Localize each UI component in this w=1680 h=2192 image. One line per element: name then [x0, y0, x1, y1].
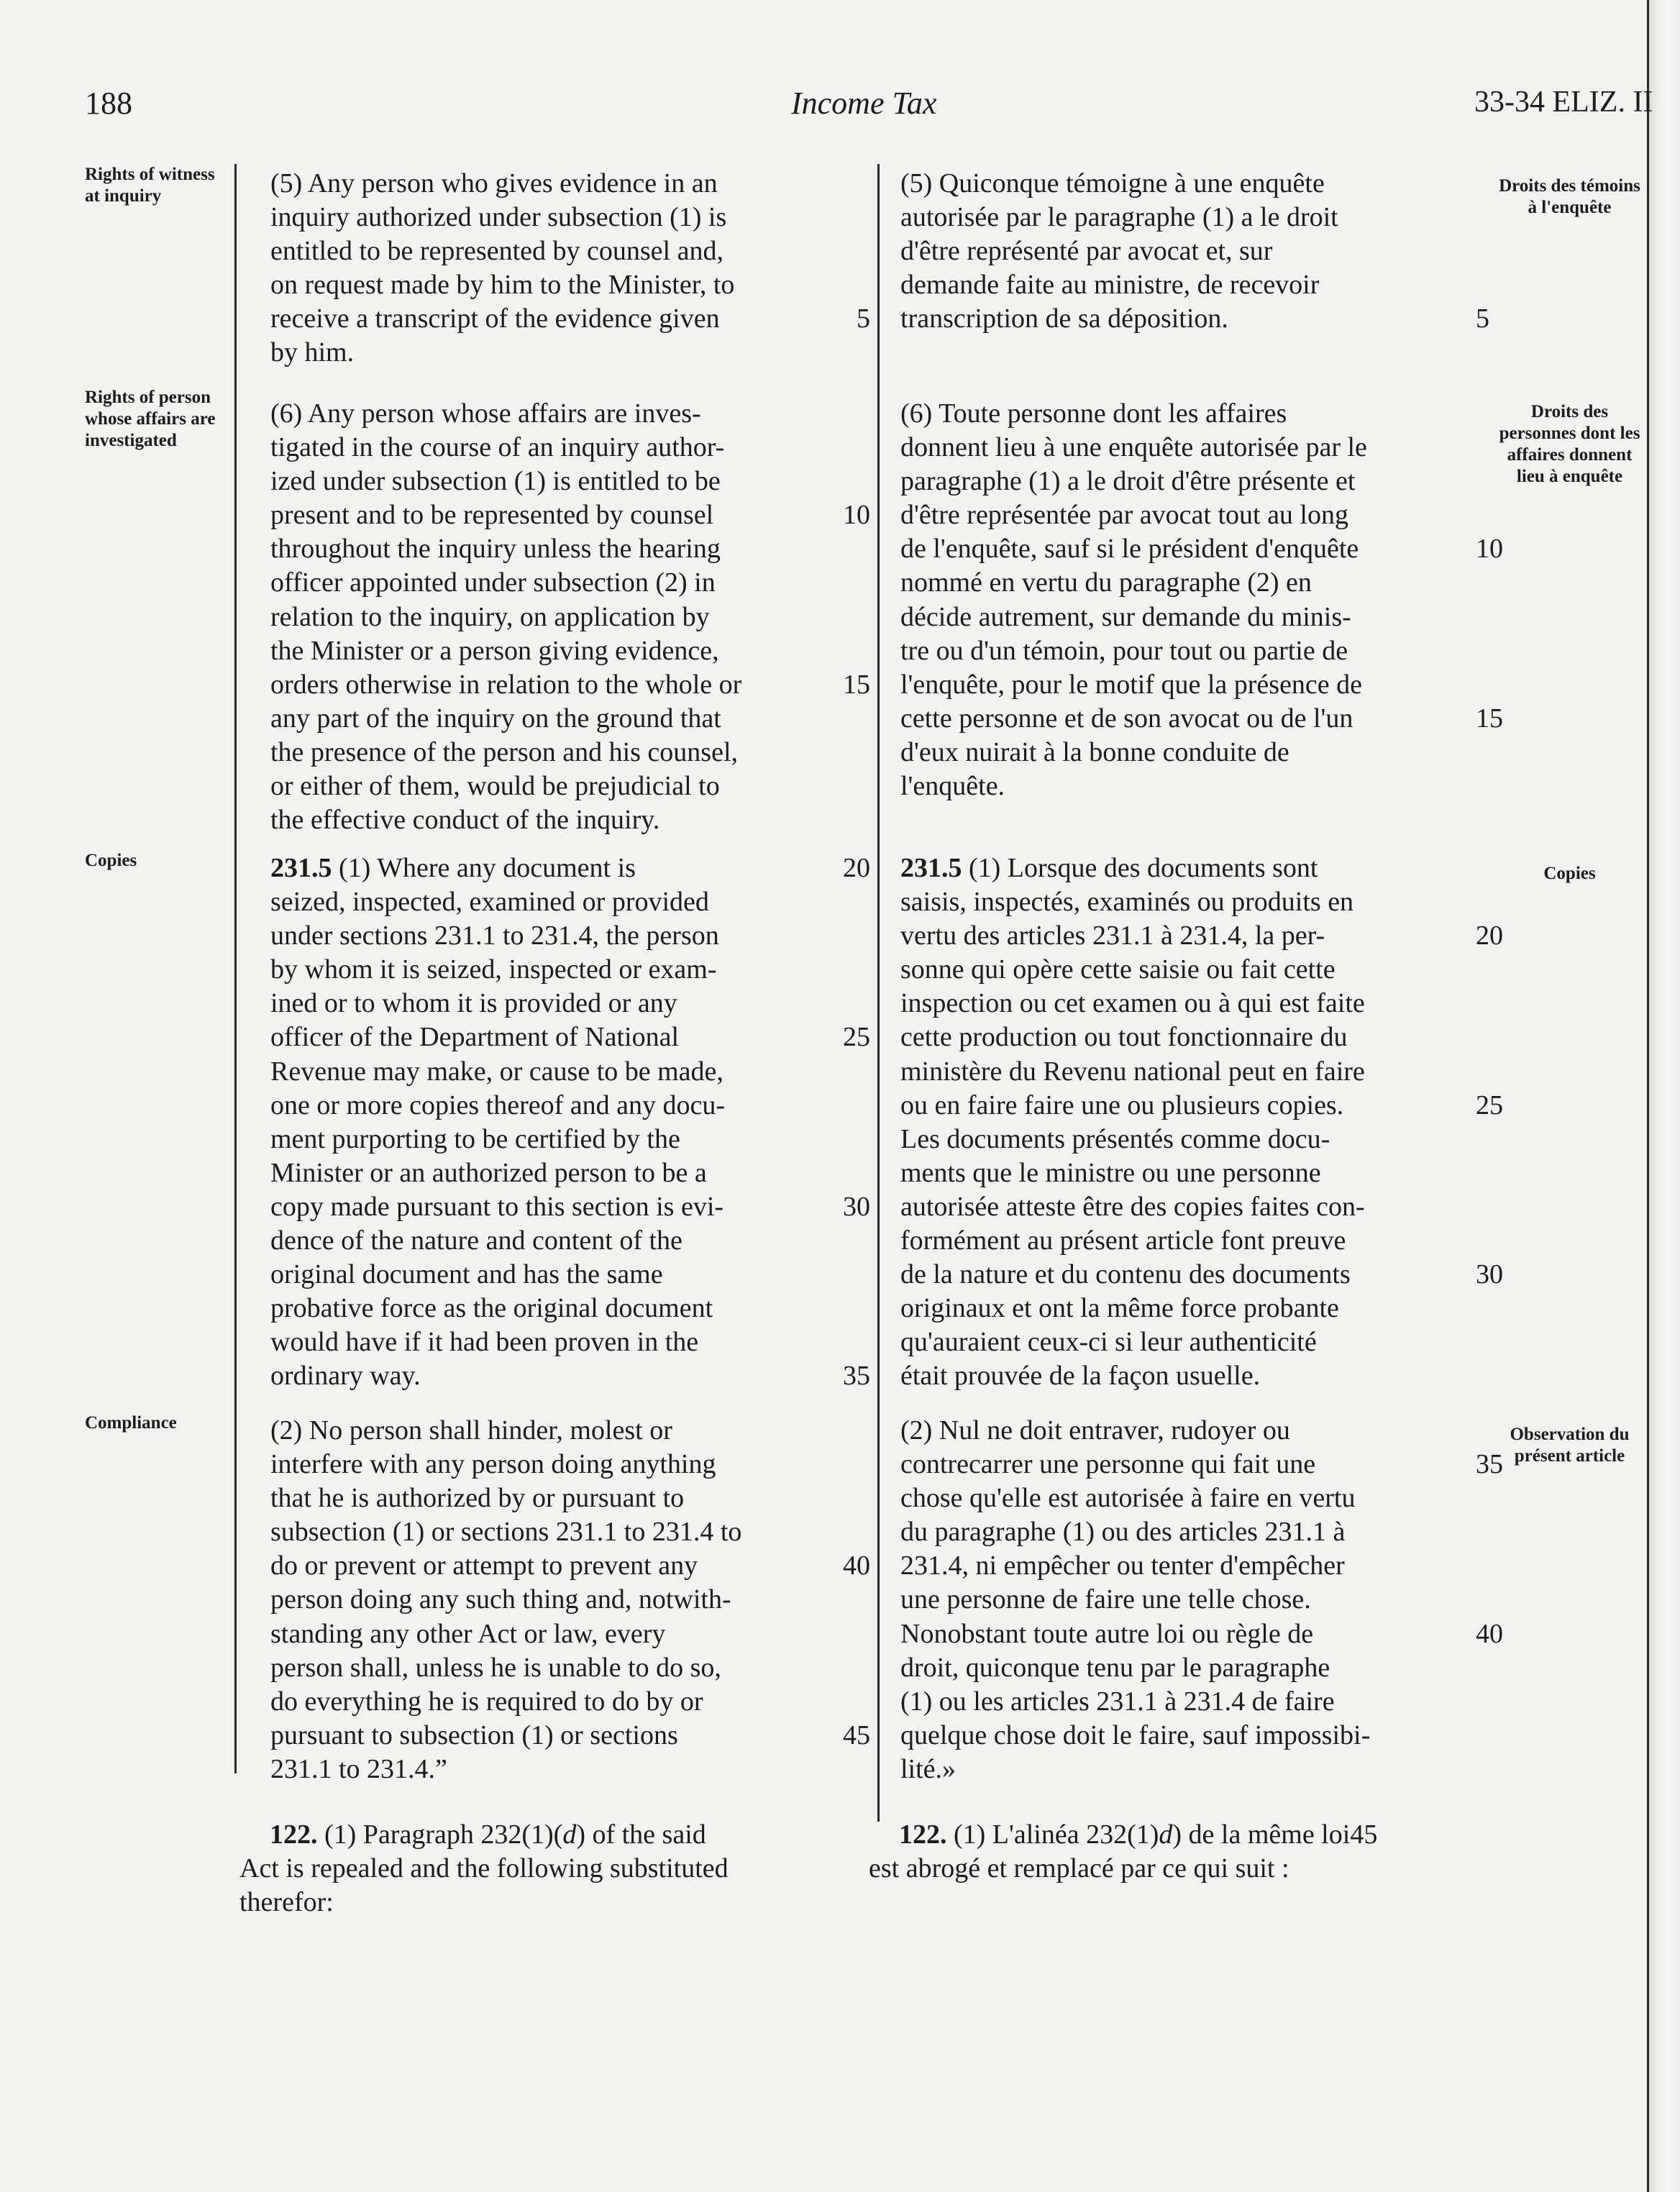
line-text: (1) Paragraph 232(1)(d) of the said — [317, 1819, 706, 1850]
paragraph — [900, 1414, 1505, 1786]
text-line — [270, 885, 867, 919]
line-text: (1) Lorsque des documents sont — [962, 853, 1318, 883]
line-text: demande faite au ministre, de recevoir — [900, 270, 1320, 301]
text-line — [900, 1549, 1505, 1583]
line-number: 25 — [843, 1022, 870, 1053]
line-text: under sections 231.1 to 231.4, the person — [270, 921, 719, 951]
line-text: person shall, unless he is unable to do so, — [270, 1652, 721, 1683]
line-text: (5) Any person who gives evidence in an — [270, 168, 718, 198]
text-line — [270, 770, 867, 803]
section-number: 122. — [270, 1819, 318, 1850]
line-text: donnent lieu à une enquête autorisée par le — [900, 432, 1367, 463]
text-line — [270, 851, 870, 885]
section-number: 122. — [899, 1819, 947, 1850]
margin-note-en: Compliance — [85, 1413, 177, 1433]
text-line — [270, 634, 867, 668]
line-number: 15 — [1476, 703, 1503, 734]
text-line — [900, 431, 1505, 465]
text-line — [900, 1753, 1505, 1786]
text-line — [270, 736, 867, 770]
line-text: 231.1 to 231.4.” — [270, 1753, 447, 1784]
text-line — [900, 600, 1505, 634]
page-title: Income Tax — [791, 86, 937, 121]
line-text: paragraphe (1) a le droit d'être présente et — [900, 466, 1356, 497]
line-text: inspection ou cet examen ou à qui est faite — [900, 988, 1365, 1019]
paragraph — [270, 851, 870, 1394]
line-text: contrecarrer une personne qui fait une — [900, 1449, 1316, 1480]
line-text: would have if it had been proven in the — [270, 1327, 699, 1358]
text-line — [270, 1020, 870, 1054]
line-text: therefor: — [239, 1887, 334, 1917]
text-line — [900, 885, 1505, 919]
text-line — [270, 702, 867, 736]
text-line — [270, 1685, 867, 1719]
text-line — [900, 1190, 1505, 1224]
line-text: 231.4, ni empêcher ou tenter d'empêcher — [900, 1551, 1345, 1581]
text-line — [900, 919, 1505, 953]
line-number: 45 — [1350, 1819, 1378, 1850]
text-line — [900, 1617, 1505, 1651]
text-line — [900, 566, 1505, 600]
text-line — [900, 770, 1505, 803]
line-text: est abrogé et remplacé par ce qui suit : — [869, 1853, 1289, 1883]
text-line — [270, 1515, 867, 1549]
text-line — [900, 268, 1505, 302]
text-line — [270, 1359, 870, 1393]
text-line — [270, 1055, 867, 1089]
line-number: 35 — [843, 1361, 870, 1392]
text-line — [900, 1359, 1505, 1393]
text-line — [270, 668, 870, 702]
line-number: 30 — [1476, 1259, 1503, 1290]
line-number: 10 — [843, 500, 870, 531]
line-text: ment purporting to be certified by the — [270, 1123, 680, 1154]
line-number: 10 — [1476, 534, 1503, 565]
line-text: sonne qui opère cette saisie ou fait cette — [900, 954, 1336, 985]
text-line — [270, 1448, 867, 1481]
text-line — [900, 201, 1505, 234]
line-text: nommé en vertu du paragraphe (2) en — [900, 567, 1312, 598]
text-line — [900, 465, 1505, 498]
line-text: inquiry authorized under subsection (1) is — [270, 202, 727, 233]
line-text: originaux et ont la même force probante — [900, 1293, 1339, 1324]
column-rule-left — [234, 164, 237, 1773]
margin-note-en: Rights of person whose affairs are investigated — [85, 388, 216, 450]
line-number: 30 — [843, 1191, 870, 1222]
line-text: the Minister or a person giving evidence, — [270, 635, 719, 666]
line-text: quelque chose doit le faire, sauf impossibi- — [900, 1720, 1371, 1750]
line-text: vertu des articles 231.1 à 231.4, la per- — [900, 921, 1325, 951]
text-line — [900, 702, 1505, 736]
line-text: saisis, inspectés, examinés ou produits en — [900, 887, 1354, 918]
line-text: or either of them, would be prejudicial to — [270, 771, 720, 802]
line-text: tre ou d'un témoin, pour tout ou partie de — [900, 635, 1348, 666]
text-line — [270, 953, 867, 987]
text-line — [270, 268, 867, 302]
binding-line — [1647, 0, 1649, 2192]
line-number: 15 — [843, 669, 870, 700]
text-line — [900, 1258, 1505, 1292]
text-line — [900, 1123, 1505, 1156]
line-text: the presence of the person and his counsel, — [270, 736, 739, 767]
line-text: (1) ou les articles 231.1 à 231.4 de faire — [900, 1686, 1335, 1717]
text-line — [900, 1055, 1505, 1089]
line-text: d'être représenté par avocat et, sur — [900, 236, 1273, 267]
text-line — [270, 1325, 867, 1359]
line-text: subsection (1) or sections 231.1 to 231.4 to — [270, 1517, 742, 1548]
line-text: transcription de sa déposition. — [900, 303, 1228, 334]
line-text: lité.» — [900, 1753, 957, 1784]
text-line — [270, 234, 867, 268]
line-text: l'enquête. — [900, 771, 1005, 802]
text-line — [270, 1583, 867, 1617]
margin-note-fr: Droits des personnes dont les affaires donnent lieu à enquête — [1499, 402, 1640, 486]
line-text: ized under subsection (1) is entitled to be — [270, 466, 721, 497]
line-text: Nonobstant toute autre loi ou règle de — [900, 1618, 1314, 1649]
line-text: do everything he is required to do by or — [270, 1686, 703, 1717]
line-text: by whom it is seized, inspected or exam- — [270, 954, 717, 985]
line-text: copy made pursuant to this section is evi- — [270, 1191, 724, 1222]
line-text: qu'auraient ceux-ci si leur authenticité — [900, 1327, 1317, 1358]
page-edge — [1647, 0, 1680, 2192]
text-line — [239, 1886, 829, 1919]
text-line — [270, 1123, 867, 1156]
line-number: 40 — [843, 1551, 870, 1581]
text-line — [900, 1651, 1505, 1685]
line-text: de l'enquête, sauf si le président d'enquête — [900, 534, 1359, 565]
text-line — [270, 1651, 867, 1685]
line-text: une personne de faire une telle chose. — [900, 1584, 1311, 1615]
text-line — [900, 1515, 1505, 1549]
line-text: dence of the nature and content of the — [270, 1225, 682, 1256]
line-text: standing any other Act or law, every — [270, 1618, 666, 1649]
text-line — [270, 1617, 867, 1651]
line-text: that he is authorized by or pursuant to — [270, 1483, 685, 1514]
text-line — [900, 1020, 1505, 1054]
line-text: ou en faire faire une ou plusieurs copies. — [900, 1090, 1344, 1120]
margin-note-en: Rights of witness at inquiry — [85, 165, 215, 206]
margin-note-fr: Droits des témoins à l'enquête — [1499, 176, 1640, 217]
text-line — [900, 1719, 1505, 1753]
line-text: autorisée atteste être des copies faites con- — [900, 1191, 1365, 1222]
line-text: original document and has the same — [270, 1259, 663, 1290]
line-text: ministère du Revenu national peut en faire — [900, 1056, 1365, 1087]
line-text: cette personne et de son avocat ou de l'un — [900, 703, 1353, 734]
line-text: cette production ou tout fonctionnaire du — [900, 1022, 1348, 1053]
line-text: d'eux nuirait à la bonne conduite de — [900, 736, 1289, 767]
text-line — [900, 634, 1505, 668]
text-line — [900, 1448, 1505, 1481]
text-line — [270, 566, 867, 600]
text-line — [900, 1481, 1505, 1515]
text-line — [270, 532, 867, 566]
margin-note-fr: Observation du présent article — [1510, 1425, 1630, 1466]
text-line — [900, 532, 1505, 566]
text-line — [239, 1852, 829, 1886]
text-line — [270, 431, 867, 465]
line-text: du paragraphe (1) ou des articles 231.1 à — [900, 1517, 1346, 1548]
line-text: Act is repealed and the following substituted — [239, 1853, 729, 1883]
text-line — [900, 987, 1505, 1020]
line-text: the effective conduct of the inquiry. — [270, 805, 660, 836]
text-line — [239, 1818, 829, 1852]
text-line — [270, 397, 867, 431]
paragraph — [270, 1414, 870, 1786]
line-text: do or prevent or attempt to prevent any — [270, 1551, 698, 1581]
line-text: officer appointed under subsection (2) in — [270, 567, 716, 598]
text-line — [270, 803, 867, 837]
line-text: orders otherwise in relation to the whole or — [270, 669, 742, 700]
text-line — [270, 336, 867, 370]
text-line — [270, 1156, 867, 1190]
amending-clause-en — [239, 1818, 829, 1919]
line-text: Les documents présentés comme docu- — [900, 1123, 1330, 1154]
text-line — [900, 302, 1505, 336]
line-number: 20 — [843, 853, 870, 883]
text-line — [900, 1156, 1505, 1190]
margin-note-en: Copies — [85, 851, 137, 870]
text-line — [900, 167, 1505, 201]
text-line — [900, 668, 1505, 702]
line-text: seized, inspected, examined or provided — [270, 887, 709, 918]
text-line — [900, 1325, 1505, 1359]
text-line — [270, 1292, 867, 1325]
line-text: formément au présent article font preuve — [900, 1225, 1346, 1256]
column-rule-center — [877, 164, 880, 1822]
line-text: (6) Any person whose affairs are inves- — [270, 398, 701, 429]
line-text: autorisée par le paragraphe (1) a le droit — [900, 202, 1338, 233]
line-text: tigated in the course of an inquiry author- — [270, 432, 725, 463]
line-text: officer of the Department of National — [270, 1022, 680, 1053]
line-text: ordinary way. — [270, 1361, 421, 1392]
line-text: l'enquête, pour le motif que la présence de — [900, 669, 1363, 700]
line-number: 20 — [1476, 921, 1503, 951]
section-number: 231.5 — [900, 853, 962, 883]
line-text: entitled to be represented by counsel and, — [270, 236, 723, 267]
text-line — [900, 1224, 1505, 1258]
text-line — [869, 1852, 1487, 1886]
line-text: pursuant to subsection (1) or sections — [270, 1720, 678, 1750]
line-text: (5) Quiconque témoigne à une enquête — [900, 168, 1325, 198]
text-line — [270, 1224, 867, 1258]
line-text: ined or to whom it is provided or any — [270, 988, 677, 1019]
line-text: décide autrement, sur demande du minis- — [900, 601, 1351, 632]
line-text: chose qu'elle est autorisée à faire en vertu — [900, 1483, 1356, 1514]
text-line — [900, 1685, 1505, 1719]
text-line — [900, 953, 1505, 987]
line-number: 5 — [857, 303, 870, 334]
line-text: Revenue may make, or cause to be made, — [270, 1056, 723, 1087]
line-text: interfere with any person doing anything — [270, 1449, 716, 1480]
section-number: 231.5 — [270, 853, 332, 883]
line-text: throughout the inquiry unless the hearing — [270, 534, 721, 565]
margin-note-fr: Copies — [1543, 864, 1596, 883]
paragraph — [270, 397, 870, 837]
line-text: (2) Nul ne doit entraver, rudoyer ou — [900, 1415, 1290, 1446]
line-text: one or more copies thereof and any docu- — [270, 1090, 726, 1120]
text-line — [900, 1089, 1505, 1123]
line-text: droit, quiconque tenu par le paragraphe — [900, 1652, 1330, 1683]
text-line — [270, 201, 867, 234]
text-line — [270, 600, 867, 634]
line-text: (1) Where any document is — [332, 853, 636, 883]
paragraph — [900, 167, 1505, 336]
text-line — [270, 1719, 870, 1753]
line-text: (6) Toute personne dont les affaires — [900, 398, 1287, 429]
line-text: Minister or an authorized person to be a — [270, 1157, 707, 1188]
text-line — [270, 498, 870, 532]
paragraph — [270, 167, 870, 370]
text-line — [270, 1414, 867, 1448]
line-text: probative force as the original document — [270, 1293, 713, 1324]
amending-clause-fr — [869, 1818, 1487, 1886]
header-regnal-year: 33-34 ELIZ. II — [1474, 86, 1653, 119]
text-line — [900, 1583, 1505, 1617]
line-text: present and to be represented by counsel — [270, 500, 714, 531]
text-line — [900, 851, 1505, 885]
line-text: était prouvée de la façon usuelle. — [900, 1361, 1261, 1392]
text-line — [270, 1753, 867, 1786]
text-line — [270, 1089, 867, 1123]
text-line — [900, 1292, 1505, 1325]
line-text: (1) L'alinéa 232(1)d) de la même loi — [946, 1819, 1351, 1850]
text-line — [900, 234, 1505, 268]
text-line — [270, 1258, 867, 1292]
line-number: 40 — [1476, 1618, 1503, 1649]
text-line — [900, 397, 1505, 431]
text-line — [900, 736, 1505, 770]
line-number: 5 — [1476, 303, 1489, 334]
paragraph — [900, 397, 1505, 803]
text-line — [869, 1818, 1487, 1852]
text-line — [270, 167, 867, 201]
line-text: (2) No person shall hinder, molest or — [270, 1415, 672, 1446]
text-line — [270, 1549, 870, 1583]
line-text: ments que le ministre ou une personne — [900, 1157, 1321, 1188]
text-line — [900, 498, 1505, 532]
line-number: 25 — [1476, 1090, 1503, 1120]
text-line — [270, 987, 867, 1020]
line-text: person doing any such thing and, notwith- — [270, 1584, 731, 1615]
line-text: any part of the inquiry on the ground that — [270, 703, 721, 734]
text-line — [270, 1190, 870, 1224]
line-text: d'être représentée par avocat tout au long — [900, 500, 1348, 531]
text-line — [270, 465, 867, 498]
line-text: receive a transcript of the evidence given — [270, 303, 720, 334]
line-text: relation to the inquiry, on application by — [270, 601, 710, 632]
text-line — [900, 1414, 1505, 1448]
paragraph — [900, 851, 1505, 1394]
text-line — [270, 1481, 867, 1515]
page-number: 188 — [85, 86, 132, 121]
line-text: on request made by him to the Minister, to — [270, 270, 735, 301]
line-text: de la nature et du contenu des documents — [900, 1259, 1351, 1290]
text-line — [270, 919, 867, 953]
text-line — [270, 302, 870, 336]
line-number: 45 — [843, 1720, 870, 1750]
line-text: by him. — [270, 337, 355, 368]
line-number: 35 — [1476, 1449, 1503, 1480]
